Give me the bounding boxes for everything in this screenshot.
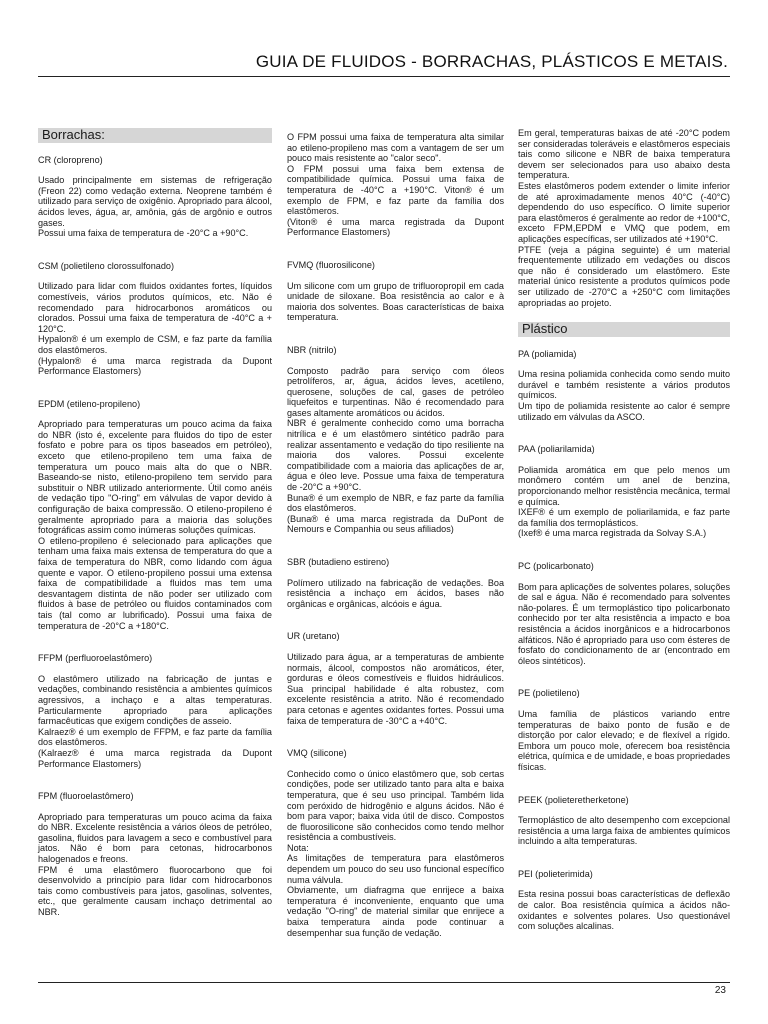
item-list — [518, 349, 730, 942]
material-entry — [518, 688, 730, 782]
paragraph: (Kalraez® é uma marca registrada da Dupont Performance Elastomers) — [38, 747, 272, 769]
paragraph: Obviamente, um diafragma que enrijece a baixa temperatura é inconveniente, enquanto que uma vedação "O-ring" de material similar que enrijece a baixa temperatura ainda pode continuar a desempenhar sua função de vedação. — [287, 885, 504, 938]
material-heading: UR (uretano) — [287, 631, 340, 642]
material-heading: CR (cloropreno) — [38, 154, 103, 165]
column-left — [38, 128, 272, 928]
paragraph: Poliamida aromática em que pelo menos um monômero contém um anel de benzina, proporcionando melhor resistência mecânica, termal e química. — [518, 464, 730, 507]
paragraph: O elastômero utilizado na fabricação de juntas e vedações, combinando resistência a ambientes químicos agressivos, a inchaço e a altas temperaturas. Particularmente apropriado para aplicações farmacêuticas que exigem condições de asseio. — [38, 673, 272, 727]
material-entry — [38, 155, 272, 249]
material-entry — [518, 561, 730, 676]
paragraph: Utilizado para lidar com fluidos oxidantes fortes, líquidos comestíveis, vários produtos químicos, etc. Não é recomendado para hidrocarbonos aromáticos ou clorados. Possui uma faixa de temperatura de -40°C a + 120°C. — [38, 281, 272, 334]
material-entry — [38, 791, 272, 928]
material-heading: EPDM (etileno-propileno) — [38, 398, 141, 409]
paragraph: O FPM possui uma faixa bem extensa de compatibilidade química. Possui uma faixa de temperatura de -40°C a +190°C. Viton® é um exemplo de FPM, e faz parte da família dos elastômeros. — [287, 163, 504, 217]
footer-rule — [38, 982, 730, 983]
paragraph: O FPM possui uma faixa de temperatura alta similar ao etileno-propileno mas com a vantagem de ser um pouco mais resistente ao "calor seco". — [287, 132, 504, 164]
material-heading: PEEK (polieteretherketone) — [518, 794, 629, 805]
material-heading: PEI (polieterimida) — [518, 868, 593, 879]
paragraph: (Ixef® é uma marca registrada da Solvay S.A.) — [518, 528, 707, 539]
paragraph: Estes elastômeros podem extender o limite inferior de até aproximadamente menos 40°C (-40°C) dependendo do uso específico. O limite superior para elastômeros é geralmente ao redor de +100°C, exceto FPM,EPDM e VMQ que podem, em aplicações específicas, ser utilizados até +190°C. — [518, 180, 730, 244]
header-rule — [38, 76, 730, 77]
paragraph: Utilizado para água, ar a temperaturas de ambiente normais, álcool, compostos não aromáticos, éter, gorduras e óleos comestíveis e fluidos hidráulicos. Sua principal habilidade é alta robustez, com excelente resistência a atrito. Não é recomendado para cetonas e agentes oxidantes fortes. Possui uma faixa de temperatura de -30°C a +40°C. — [287, 651, 504, 726]
paragraph: Apropriado para temperaturas um pouco acima da faixa do NBR. Excelente resistência a vários óleos de petróleo, gasolina, fluidos para lavagem a seco e combustível para jatos. Não é bom para cetonas, hidrocarbonos halogenados e freons. — [38, 811, 272, 865]
column-right — [518, 128, 730, 942]
paragraph: Esta resina possui boas características de deflexão de calor. Boa resistência química a ácidos não-oxidantes e solventes polares. Uso questionável com soluções alcalinas. — [518, 889, 730, 932]
paragraph: Nota: — [287, 842, 309, 853]
material-heading: NBR (nitrilo) — [287, 344, 337, 355]
paragraph: Possui uma faixa de temperatura de -20°C a +90°C. — [38, 228, 249, 239]
paragraph: IXEF® é um exemplo de poliarilamida, e faz parte da família dos termoplásticos. — [518, 507, 730, 528]
paragraph: (Hypalon® é uma marca registrada da Dupont Performance Elastomers) — [38, 355, 272, 377]
material-heading: PA (poliamida) — [518, 348, 577, 359]
material-entry — [518, 349, 730, 433]
paragraph: (Buna® é uma marca registrada da DuPont de Nemours e Companhia ou seus afiliados) — [287, 513, 504, 535]
item-list — [287, 132, 504, 948]
material-entry — [38, 261, 272, 387]
paragraph: Uma resina poliamida conhecida como sendo muito durável e também resistente a vários produtos químicos. — [518, 369, 730, 401]
page-title: GUIA DE FLUIDOS - BORRACHAS, PLÁSTICOS E METAIS. — [255, 52, 728, 71]
material-entry — [518, 869, 730, 942]
item-list — [38, 155, 272, 928]
paragraph: Uma família de plásticos variando entre temperaturas de baixo ponto de fusão e de distorção por calor elevado; e de flexível a rígido. Embora um pouco mole, oferecem boa resistência elétrica, química e de umidade, e boas propriedades físicas. — [518, 708, 730, 772]
paragraph: Apropriado para temperaturas um pouco acima da faixa do NBR (isto é, excelente para fluidos do tipo de ester fosfato e pobre para os tipos baseados em petróleo), exceto que etileno-propileno tem uma faixa de temperatura um pouco mais alta do que o NBR. Baseando-se nisto, etileno-propileno tem servido para substituir o NBR utilizado anteriormente. Útil como anéis de vedação tipo "O-ring" em válvulas de vapor devido à configuração de baixa compressão. O etileno-propileno é geralmente apropriado para a maioria das soluções fotográficas assim como inúmeras soluções químicas. — [38, 419, 272, 536]
paragraph: (Viton® é uma marca registrada da Dupont Performance Elastomers) — [287, 216, 504, 238]
material-entry — [287, 557, 504, 619]
paragraph: As limitações de temperatura para elastômeros dependem um pouco do seu uso funcional específico numa válvula. — [287, 853, 504, 885]
material-entry — [287, 132, 504, 248]
material-entry — [38, 653, 272, 779]
material-heading: PE (polietileno) — [518, 688, 580, 699]
page-number: 23 — [714, 985, 726, 996]
paragraph: Polímero utilizado na fabricação de vedações. Boa resistência a inchaço em ácidos, bases não orgânicas e orgânicas, alcóois e água. — [287, 577, 504, 609]
material-heading: FPM (fluoroelastômero) — [38, 791, 134, 802]
paragraph: Usado principalmente em sistemas de refrigeração (Freon 22) como vedação externa. Neoprene também é utilizado para serviço de oxigênio. Apropriado para álcool, ácidos leves, água, ar, amônia, gás de argônio e outros gases. — [38, 175, 272, 228]
paragraph: Conhecido como o único elastômero que, sob certas condições, pode ser utilizado tanto para alta e baixa temperatura, que é seu uso principal. Também lida com peróxido de hidrogênio e alguns ácidos. Não é bom para vapor; baixa vida útil de disco. Compostos de fluorosilicone são conhecidos como tendo melhor resistência a combustíveis. — [287, 768, 504, 843]
material-entry — [287, 631, 504, 736]
paragraph: Hypalon® é um exemplo de CSM, e faz parte da família dos elastômeros. — [38, 334, 272, 355]
material-heading: PAA (poliarilamida) — [518, 444, 595, 455]
material-heading: PC (policarbonato) — [518, 561, 594, 571]
material-entry — [287, 260, 504, 333]
material-entry — [38, 399, 272, 641]
material-heading: SBR (butadieno estireno) — [287, 557, 390, 567]
paragraph: NBR é geralmente conhecido como uma borracha nitrílica e é um elastômero sintético padrão para realizar assentamento e vedação do tipo resiliente na maioria dos valores. Possui excelente compatibilidade com a maioria das aplicações de ar, água e óleo leve. Possue uma faixa de temperatura de -20°C a +90°C. — [287, 418, 504, 493]
material-entry — [287, 748, 504, 948]
material-heading: FFPM (perfluoroelastômero) — [38, 653, 153, 664]
material-entry — [518, 444, 730, 549]
paragraph: Em geral, temperaturas baixas de até -20°C podem ser consideradas toleráveis e elastômeros especiais tais como silicone e NBR de baixa temperatura devem ser selecionados para uso abaixo desta temperatura. — [518, 128, 730, 181]
section-header-plastico: Plástico — [518, 322, 730, 337]
column-middle — [287, 132, 504, 948]
material-heading: VMQ (silicone) — [287, 748, 347, 759]
paragraph: Bom para aplicações de solventes polares, soluções de sal e água. Não é recomendado para solventes não-polares. É um termoplástico tipo policarbonato conhecido por ter alta resistência a impacto e boa resistência a ácidos inorgânicos e a hidrocarbonos alfáticos. Não é apropriado para uso com ésteres de fosfato do condicionamento de ar (encontrado em óleos sintéticos). — [518, 581, 730, 666]
material-entry — [518, 795, 730, 857]
intro-text — [518, 128, 730, 308]
paragraph: FPM é uma elastômero fluorocarbono que foi desenvolvido a princípio para lidar com hidrocarbonos tais como combustíveis para jatos, gasolinas, solventes, etc., que geralmente causam inchaço detrimental ao NBR. — [38, 864, 272, 918]
material-heading: FVMQ (fluorosilicone) — [287, 259, 375, 270]
paragraph: Termoplástico de alto desempenho com excepcional resistência a uma larga faixa de ambientes químicos incluindo a alta temperaturas. — [518, 815, 730, 847]
paragraph: Buna® é um exemplo de NBR, e faz parte da família dos elastômeros. — [287, 492, 504, 514]
paragraph: Um silicone com um grupo de trifluoropropil em cada unidade de siloxane. Boa resistência ao calor e à maioria dos solventes. Boas características de baixa temperatura. — [287, 280, 504, 323]
paragraph: Composto padrão para serviço com óleos petrolíferos, ar, água, ácidos leves, acetileno, querosene, soluções de cal, gases de petróleo liquefeitos e turpentinas. Não é recomendado para gases altamente aromáticos ou ácidos. — [287, 365, 504, 418]
material-entry — [287, 345, 504, 545]
paragraph: Um tipo de poliamida resistente ao calor é sempre utilizado em válvulas da ASCO. — [518, 401, 730, 422]
section-header-borrachas: Borrachas: — [38, 128, 272, 143]
paragraph: Kalraez® é um exemplo de FFPM, e faz parte da família dos elastômeros. — [38, 726, 272, 748]
paragraph: O etileno-propileno é selecionado para aplicações que tenham uma faixa mais extensa de temperatura do que a faixa de temperatura do NBR, como lidando com água quente e vapor. O etileno-propileno possui uma extensa faixa de compatibilidade a fluidos mas tem uma desvantagem distinta de não poder ser utilizado com fluidos à base de petróleo ou fluidos contaminados com tais (tal como ar lubrificado). Possui uma faixa de temperatura de -20°C a +180°C. — [38, 535, 272, 631]
material-heading: CSM (polietileno clorossulfonado) — [38, 260, 174, 271]
paragraph: PTFE (veja a página seguinte) é um material frequentemente utilizado em vedações ou discos que não é considerado um elastômero. Este material único resistente a produtos químicos pode ser utilizado de -270°C a +250°C com limitações apropriadas ao projeto. — [518, 244, 730, 308]
